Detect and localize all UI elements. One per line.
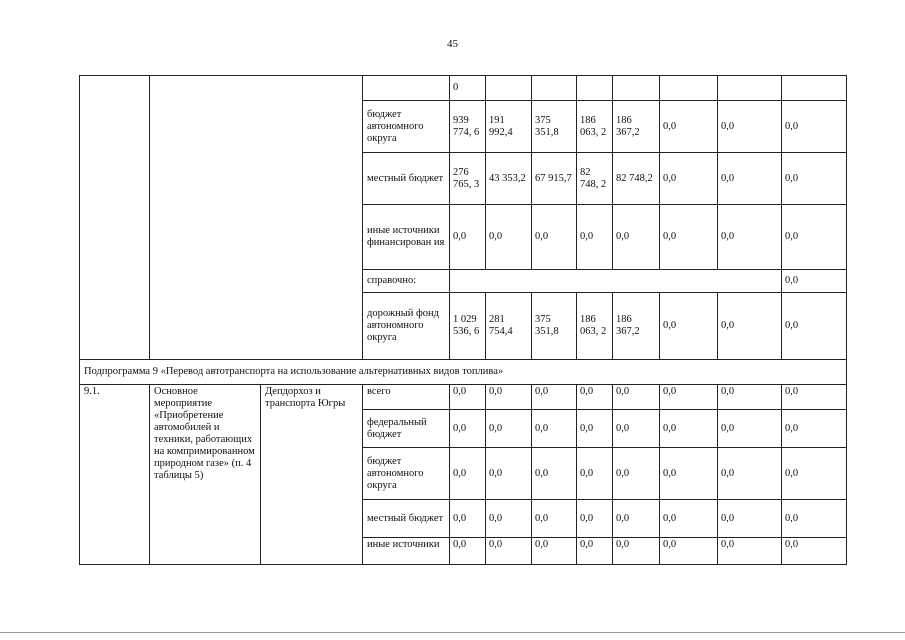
table-row (80, 76, 847, 101)
value-cell: 0,0 (782, 205, 847, 270)
value-cell: 1 029 536, 6 (450, 293, 486, 360)
value-cell: 375 351,8 (532, 101, 577, 153)
value-cell: 0,0 (718, 500, 782, 538)
source-cell: иные источники финансирован ия (363, 205, 450, 270)
source-cell (363, 76, 450, 101)
value-cell: 0,0 (613, 205, 660, 270)
value-cell: 0,0 (532, 410, 577, 448)
value-cell: 0,0 (532, 500, 577, 538)
value-cell: 0,0 (782, 385, 847, 410)
value-cell: 0,0 (718, 101, 782, 153)
value-cell: 0,0 (486, 448, 532, 500)
value-cell: 0,0 (613, 500, 660, 538)
value-cell: 0,0 (718, 153, 782, 205)
value-cell: 0,0 (577, 448, 613, 500)
value-cell: 0,0 (450, 385, 486, 410)
value-cell: 67 915,7 (532, 153, 577, 205)
value-cell: 0,0 (660, 410, 718, 448)
value-cell: 43 353,2 (486, 153, 532, 205)
value-cell: 0,0 (718, 410, 782, 448)
value-cell: 375 351,8 (532, 293, 577, 360)
value-cell: 0,0 (660, 293, 718, 360)
value-cell: 82 748, 2 (577, 153, 613, 205)
value-cell: 0,0 (782, 410, 847, 448)
measure-number: 9.1. (80, 385, 150, 565)
value-cell: 281 754,4 (486, 293, 532, 360)
source-cell: иные источники (363, 538, 450, 565)
value-cell: 0,0 (486, 538, 532, 565)
empty-measure-cell (150, 76, 363, 360)
value-cell: 939 774, 6 (450, 101, 486, 153)
value-cell: 0,0 (486, 500, 532, 538)
value-cell: 186 063, 2 (577, 293, 613, 360)
value-cell: 0,0 (660, 500, 718, 538)
value-cell: 0,0 (782, 500, 847, 538)
value-cell: 0,0 (718, 293, 782, 360)
table-row (80, 360, 847, 385)
value-cell: 0,0 (782, 293, 847, 360)
source-cell: местный бюджет (363, 500, 450, 538)
value-cell: 186 063, 2 (577, 101, 613, 153)
value-cell: 0,0 (782, 538, 847, 565)
value-cell (577, 76, 613, 101)
value-cell: 0,0 (532, 538, 577, 565)
value-cell: 0,0 (660, 101, 718, 153)
value-cell: 0,0 (532, 448, 577, 500)
value-cell: 0,0 (577, 410, 613, 448)
value-cell: 0,0 (718, 538, 782, 565)
value-cell: 82 748,2 (613, 153, 660, 205)
value-cell: 0,0 (450, 500, 486, 538)
budget-table (79, 75, 847, 565)
value-cell: 0,0 (532, 385, 577, 410)
value-cell: 0,0 (718, 448, 782, 500)
value-cell: 0,0 (660, 153, 718, 205)
value-cell (660, 76, 718, 101)
source-cell: дорожный фонд автономного округа (363, 293, 450, 360)
source-cell: федеральный бюджет (363, 410, 450, 448)
value-cell: 0 (450, 76, 486, 101)
page-number: 45 (447, 38, 458, 50)
value-cell: 0,0 (486, 205, 532, 270)
source-cell: бюджет автономного округа (363, 448, 450, 500)
measure-executor: Депдорхоз и транспорта Югры (261, 385, 363, 565)
measure-name: Основное мероприятие «Приобретение автомобилей и техники, работающих на компримированном природном газе» (п. 4 таблицы 5) (150, 385, 261, 565)
value-cell: 0,0 (718, 385, 782, 410)
value-cell (613, 76, 660, 101)
value-cell: 0,0 (577, 538, 613, 565)
source-cell: справочно: (363, 270, 450, 293)
value-cell (486, 76, 532, 101)
value-cell: 0,0 (450, 448, 486, 500)
value-cell: 0,0 (613, 385, 660, 410)
value-cell: 0,0 (577, 385, 613, 410)
value-cell: 0,0 (660, 538, 718, 565)
value-cell: 276 765, 3 (450, 153, 486, 205)
value-cell: 186 367,2 (613, 293, 660, 360)
source-cell: местный бюджет (363, 153, 450, 205)
value-cell (782, 76, 847, 101)
scan-edge-line (0, 632, 905, 633)
value-cell: 0,0 (782, 101, 847, 153)
value-cell: 0,0 (577, 205, 613, 270)
value-cell: 0,0 (613, 410, 660, 448)
table-row (80, 385, 847, 410)
source-cell: всего (363, 385, 450, 410)
value-cell: 0,0 (782, 270, 847, 293)
value-cell: 0,0 (613, 538, 660, 565)
value-cell: 0,0 (450, 205, 486, 270)
value-cell: 186 367,2 (613, 101, 660, 153)
value-cell: 0,0 (450, 410, 486, 448)
value-cell: 0,0 (450, 538, 486, 565)
subprogram-title: Подпрограмма 9 «Перевод автотранспорта на использование альтернативных видов топлива» (80, 360, 847, 385)
empty-number-cell (80, 76, 150, 360)
value-cell: 0,0 (782, 448, 847, 500)
value-cell: 0,0 (577, 500, 613, 538)
value-cell: 0,0 (660, 385, 718, 410)
value-cell (718, 76, 782, 101)
value-cell (532, 76, 577, 101)
value-cell: 0,0 (718, 205, 782, 270)
value-cell: 0,0 (660, 205, 718, 270)
empty-reference-cell (450, 270, 782, 293)
value-cell: 0,0 (613, 448, 660, 500)
value-cell: 0,0 (532, 205, 577, 270)
value-cell: 0,0 (660, 448, 718, 500)
value-cell: 0,0 (782, 153, 847, 205)
value-cell: 0,0 (486, 385, 532, 410)
value-cell: 0,0 (486, 410, 532, 448)
source-cell: бюджет автономного округа (363, 101, 450, 153)
value-cell: 191 992,4 (486, 101, 532, 153)
